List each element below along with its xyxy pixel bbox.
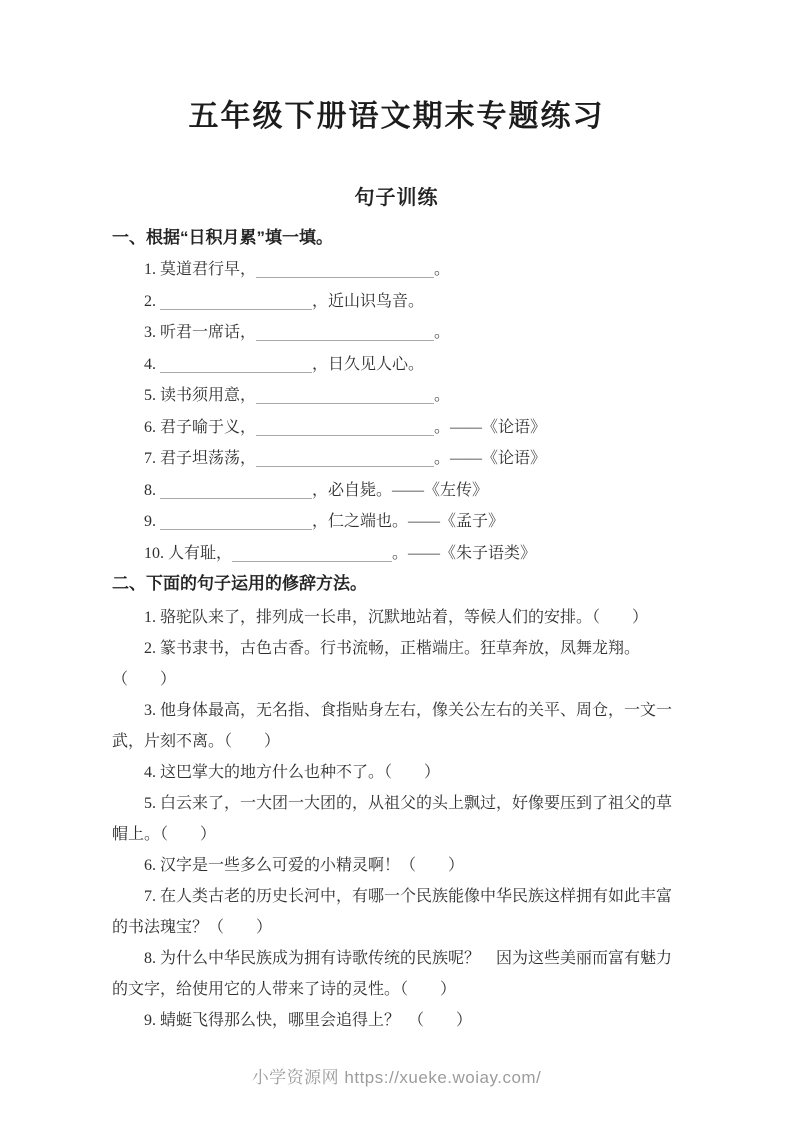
line-text: 7. 君子坦荡荡， [144, 450, 257, 467]
fill-in-line [112, 349, 681, 381]
fill-in-line [112, 380, 681, 412]
exercise-sentence: 4. 这巴掌大的地方什么也种不了。（ ） [144, 764, 441, 781]
line-text: 3. 听君一席话， [144, 324, 257, 341]
fill-in-line [112, 254, 681, 286]
exercise-sentence: 8. 为什么中华民族成为拥有诗歌传统的民族呢？ 因为这些美丽而富有魅力的文字，给使用它的人带来了诗的灵性。（ ） [112, 950, 673, 998]
line-text: 2. [144, 292, 160, 310]
line-text: ，仁之端也。——《孟子》 [312, 513, 505, 530]
exercise-sentence: 7. 在人类古老的历史长河中，有哪一个民族能像中华民族这样拥有如此丰富的书法瑰宝？（ ） [112, 888, 673, 936]
line-text: ，近山识鸟音。 [312, 292, 425, 310]
fill-in-line [112, 506, 681, 538]
line-text: 5. 读书须用意， [144, 387, 257, 404]
line-text: 。——《论语》 [434, 450, 547, 467]
answer-blank [256, 451, 434, 467]
line-text: 1. 莫道君行早， [144, 261, 257, 278]
line-text: 。 [434, 324, 451, 341]
exercise-sentence: 9. 蜻蜓飞得那么快，哪里会追得上？ （ ） [144, 1012, 473, 1029]
line-text: 6. 君子喻于义， [144, 418, 257, 436]
fill-in-line [112, 475, 681, 507]
exercise-sentence: 3. 他身体最高，无名指、食指贴身左右，像关公左右的关平、周仓，一文一武，片刻不离。（ ） [112, 702, 673, 750]
section-two-heading: 二、下面的句子运用的修辞方法。 [112, 574, 367, 593]
footer-watermark: 小学资源网 https://xueke.woiay.com/ [251, 1068, 542, 1087]
line-text: 。——《论语》 [434, 418, 547, 436]
exercise-sentence: 2. 篆书隶书，古色古香。行书流畅，正楷端庄。狂草奔放，凤舞龙翔。（ ） [112, 640, 641, 688]
answer-blank [160, 483, 312, 499]
answer-blank [256, 388, 434, 404]
fill-in-line [112, 538, 681, 570]
exercise-sentence: 5. 白云来了，一大团一大团的，从祖父的头上飘过，好像要压到了祖父的草帽上。（ ） [112, 795, 673, 843]
fill-in-line [112, 317, 681, 349]
line-text: 。 [434, 261, 451, 278]
fill-in-line [112, 286, 681, 318]
exercise-sentence: 1. 骆驼队来了，排列成一长串，沉默地站着，等候人们的安排。（ ） [144, 609, 649, 626]
answer-blank [232, 546, 392, 562]
line-text: 。——《朱子语类》 [392, 544, 537, 562]
line-text: 10. 人有耻， [144, 544, 233, 562]
line-text: 8. [144, 481, 160, 499]
line-text: 9. [144, 513, 160, 530]
answer-blank [256, 262, 434, 278]
line-text: ，日久见人心。 [312, 355, 425, 373]
answer-blank [256, 325, 434, 341]
page-title: 五年级下册语文期末专题练习 [188, 100, 605, 133]
answer-blank [160, 294, 312, 310]
answer-blank [256, 420, 434, 436]
fill-in-line [112, 412, 681, 444]
section-two-list [112, 602, 681, 1036]
line-text: 。 [434, 387, 451, 404]
answer-blank [160, 514, 312, 530]
line-text: ，必自毙。——《左传》 [312, 481, 489, 499]
line-text: 4. [144, 355, 160, 373]
answer-blank [160, 357, 312, 373]
page-subtitle: 句子训练 [354, 187, 439, 209]
section-one-list [112, 254, 681, 569]
section-one-heading: 一、根据“日积月累”填一填。 [112, 228, 333, 247]
fill-in-line [112, 443, 681, 475]
exercise-sentence: 6. 汉字是一些多么可爱的小精灵啊！（ ） [144, 857, 465, 874]
